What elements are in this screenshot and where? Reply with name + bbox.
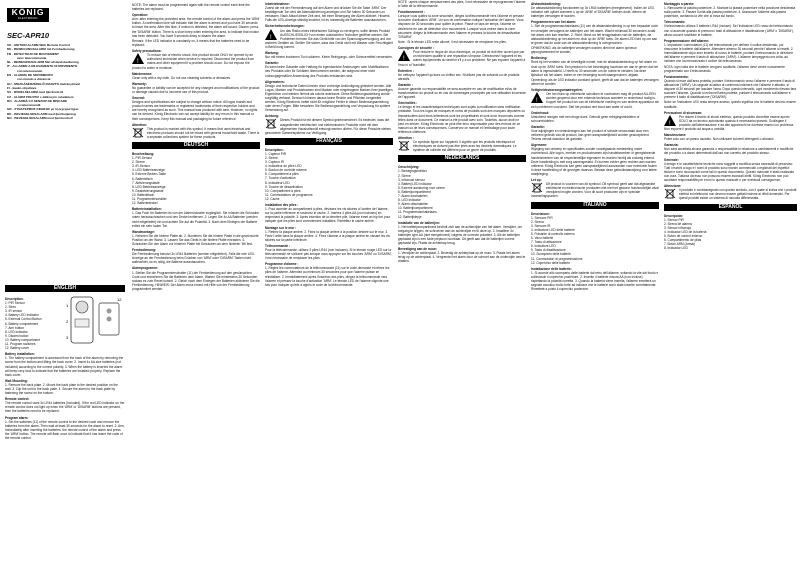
fr-operation-text: Lorsque vous quittez la zone sécurisée, dirigez la télécommande vers l'alarme et pressez la touche d'activation 'ARM'. Un son de confirmation indique l'activation de l'alarme. Vous disposez de 30 secondes pour quitter la pièce. Passé ce laps de temps, l'alarme se déclenche en cas de détection d'un mouvement. Lorsque vous entrez dans la zone sécurisée, dirigez la télécommande vers l'alarme et pressez la touche de désactivation 'DISARM'. xyxy=(398,14,524,39)
section-header-francais: FRANÇAIS xyxy=(265,138,393,145)
lang-line: CZ - ALARM POHYBU s dálkovým ovladačem xyxy=(7,94,74,99)
lang-line: FI - kauko-ohjattava xyxy=(7,85,37,90)
fr-consignes-body: Pour réduire le risque de choc électrique, ce produit ne doit être ouvert que par un technicien qualifié si une réparation s'impose. Débranchez l'appareil et les autres équipements du secteur s'il y a un problème. Ne pas exposer l'appareil à l'eau ni à l'humidité. xyxy=(398,50,526,67)
lang-line: con mando a distancia xyxy=(17,77,51,82)
nl-letop-text xyxy=(531,182,659,198)
attention-body: This product is marked with this symbol. It means that used electrical and electronic products should not be mixed with general household waste. There is a separate collections system for these products. xyxy=(147,126,260,139)
maintenance-text: Clean only with a dry cloth. Do not use cleaning solvents or abrasives. xyxy=(132,75,231,80)
nl-garantie-text: Voor wijzigingen en veranderingen aan het product of schade veroorzaakt door een verkeerd gebruik van dit product, kan geen aansprakelijkheid worden geaccepteerd. Tevens vervalt daardoor de garantie. xyxy=(531,129,650,142)
nl-remote-title: Afstandsbediening: xyxy=(531,2,561,6)
de-garantie-text: Es kann keine Garantie oder Haftung für irgendwelche Änderungen oder Modifikationen des Produkts oder für Schäden übernommen werden, die aufgrund einer nicht ordnungsgemäßen Anwendung des Produkts entstanden sind. xyxy=(265,65,389,78)
de-achtung-body: Dieses Produkt ist mit diesem Symbol gekennzeichnet. Es bedeutet, dass die ausgedienten elektrischen und elektronischen Produkte nicht mit dem allgemeinen Haushaltsmüll entsorgt werden dürfen. Für diese Produkte stehen gesonderte Sammelsysteme zur Verfügung. xyxy=(265,118,391,135)
de-safety-body: Um das Risiko eines elektrischen Schlags zu verringern, sollte dieses Produkt AUSSCHLIESSLICH von einem autorisierten Techniker geöffnet werden. Bei Problemen trennen Sie das Gerät bitte von der Spannungsversorgung und von anderen Geräten ab. Stellen Sie sicher, dass das Gerät nicht mit Wasser oder Feuchtigkeit in Berührung kommt. xyxy=(265,28,393,49)
svg-text:!: ! xyxy=(137,59,139,65)
fr-entretien-title: Entretien : xyxy=(398,68,414,73)
de-remote-text: Die Fernbedienung benutzt 3x LR44 Batterien (werden mitgeliefert). Falls die rote LED-Anzeige an der Fernbedienung beim Drücken von 'ARM' oder 'DISARM' Tasten nicht aufleuchtet, ist es nötig, die Batterie auszutauschen. xyxy=(132,252,255,265)
it-install-title: Installazione delle batterie: xyxy=(531,266,572,271)
lang-line: DE - BEWEGUNGSALARM mit Fernbedienung xyxy=(7,47,75,52)
nl-safety-body: Om het risico op elektrische schokken te voorkomen mag dit product ALLEEN worden geopend door een erkende technicus wanneer er onderhoud nodig is. Koppel het product los van de elektrische voeding en van andere apparatuur als zich problemen voordoen. Stel het product niet bloot aan water of vocht. xyxy=(531,92,659,109)
lang-line: UK - MOTION ALARM With Remote Control xyxy=(7,43,71,47)
nl-desc-item: 2. Sirene xyxy=(398,173,411,178)
en-remote-text: The remote control uses 3x LR44 batteries (included). If the red LED indicator on the remote control does not light up when the 'ARM' or 'DISARM' buttons are pressed, then the batteries need to be replaced. xyxy=(5,401,125,414)
it-desc-item: 3. Sensore IR xyxy=(531,223,551,228)
es-desc-item: 3. Sensor infrarrojo xyxy=(664,225,692,230)
en-desc-item: 12. Battery cover xyxy=(5,346,30,351)
nl-desc-item: 11. Programmaschakelaars xyxy=(398,210,437,215)
de-program-text: 1. Stellen Sie die Programmierschalter (11) der Fernbedienung auf den gewünschten Code und entnehmen Sie die Batterien dem Alarm. Warten Sie mindestens 30 Sekunden, sodass es zum Reset kommt. 2. Gleich nach dem Einlegen der Batterien aktivieren Sie die Fernbedienung. HINWEIS: Der Alarm muss erneut mit Hilfe von der Fernbedienung programmiert werden. xyxy=(132,270,260,291)
fr-desc-item: 5. Bouton de contrôle externe xyxy=(265,168,307,173)
en-remark: Remark: If the LED indicator is constantly on, it means that the batteries need to be replaced. xyxy=(132,38,250,48)
de-program-title: Alarmprogramm: xyxy=(132,266,158,271)
it-wall-title: Montaggio a parete: xyxy=(664,2,695,6)
en-note: NOTE: The alarm must be programmed again with the remote control each time the batteries are replaced. xyxy=(132,3,250,12)
fr-desc-item: 1. Capteur PIR xyxy=(265,151,287,156)
fr-entretien-text: Ne nettoyez l'appareil qu'avec un chiffon sec. N'utilisez pas de solvants ou de produits abrasifs. xyxy=(398,72,520,81)
column-2 xyxy=(132,0,260,578)
en-desc-item: 10. Battery compartment xyxy=(5,337,40,342)
fr-wall-title: Montage sur le mur : xyxy=(265,225,297,230)
nl-operation-text: Richt bij het verlaten van de beveiligde ruimte, met de afstandsbediening op het alarm en druk op de 'ARM' toets. Een pieptoon is het bevestiging hoorbaar om aan te geven dat het alarm is ingeschakeld. U heeft nu 30 seconden om de ruimte te verlaten. Na deze tijdsduur zal het alarm, indien er een beweging wordt waargenomen, afgaan. xyxy=(531,60,659,77)
fr-desc-item: 7. Touche d'activation xyxy=(265,176,296,181)
it-desc-item: 8. Indicatore LED xyxy=(531,244,556,249)
de-achtung-title: Achtung: xyxy=(265,114,279,119)
de-desc-item: 12. Batteriedeckel xyxy=(132,201,158,206)
nl-remark: Opmerking: als de LED indicator constant oplicht, geeft dit aan dat de batterijen vervangen dienen te worden. xyxy=(531,77,659,87)
it-program-title: Programmazione dell'allarme: xyxy=(664,38,710,43)
de-install-title: Batterieinstallation: xyxy=(132,207,162,212)
fr-wall-text: 1. Retirez la plaque arrière. 2. Fixez la plaque arrière à la position désirée sur le mur. 3. Fixez l'unité dans la plaque arrière. 4. Fixez l'alarme à la plaque arrière en vissant les vis situées sur la partie inférieure. xyxy=(265,229,390,242)
nl-letop-title: Let op: xyxy=(531,178,542,183)
de-operation-title: Inbetriebnahme: xyxy=(265,2,290,6)
it-manut-title: Manutenzione: xyxy=(664,133,687,138)
de-desc-title: Beschreibung: xyxy=(132,152,155,156)
es-desc-item: 7. Botón ARM (Armar) xyxy=(664,242,696,247)
nl-desc-title: Omschrijving: xyxy=(398,165,420,170)
es-desc-item: 8. Indicador LED xyxy=(664,246,688,251)
column-4 xyxy=(398,0,526,578)
de-wall-title: Wandmontage: xyxy=(132,229,155,234)
nl-desc-item: 12. Batterijklepje xyxy=(398,214,422,219)
nl-desc-item: 10. Batterijcompartiment xyxy=(398,206,433,211)
it-att-text xyxy=(664,188,797,200)
nl-desc-item: 7. Alarm inschakelen xyxy=(398,194,428,199)
svg-text:!: ! xyxy=(536,98,538,104)
es-desc-title: Descripción: xyxy=(664,213,684,218)
fr-generalites-title: Généralités : xyxy=(398,101,418,106)
en-desc-item: 5. External Control Button xyxy=(5,317,42,322)
lang-line: SV - RÖRELSELARM med fjärrkontroll xyxy=(7,90,64,95)
de-desc-item: 10. Batteriefach xyxy=(132,192,155,197)
de-desc-item: 4. LED Batterieanzeige xyxy=(132,168,165,173)
en-desc-item: 1. PIR Sensor xyxy=(5,301,25,306)
fr-attention-title: Attention : xyxy=(398,136,414,140)
safety-text xyxy=(132,53,260,69)
general-text: Designs and specifications are subject to change without notice. All logos brands and product names are trademarks or registered trademarks of their respective holders and are hereby recognized as such. This manual was produced with care. However, no rights can be derived. König Electronic can not accept liability for any errors in this manual or their consequences. Keep this manual and packaging for future reference. xyxy=(132,100,258,121)
en-desc-item: 7. Arm button xyxy=(5,325,24,330)
de-remote-title: Fernbedienung: xyxy=(132,248,157,253)
de-operation-text: Zuerst die mit der Fernbedienung auf den Alarm und drücken Sie die Taste 'ARM'. Der bestätigende Ton wird die Alarmaktivierung anzeigen und Sie haben 30 Sekunden zu verlassen. Nach Ablauf dieser Zeit wird, bei einer Bewegung der Alarm aktiviert. Hinweis: Falls die LED-Anzeige ständig leuchtet, ist es notwendig die Batterien auszutauschen. xyxy=(265,6,391,23)
it-desc-item: 7. Tasto di attivazione xyxy=(531,240,562,245)
en-desc-item: 3. IR sensor xyxy=(5,309,23,314)
en-desc-item: 8. LED indicator xyxy=(5,329,28,334)
it-desc-item: 11. Commutatori di programmazione xyxy=(531,256,583,261)
wheelie-bin-icon xyxy=(531,182,543,193)
es-desc-item: 4. Indicador LED de la batería xyxy=(664,229,707,234)
nl-wall-text: 1. Verwijder de achterplaat. 2. Bevestig de achterplaat op de muur. 3. Plaats het alarm terug op de achterplaat. 4. Vergrendel het alarm door de schroef aan de onderzijde vast te draaien. xyxy=(398,251,526,264)
it-wall-text: 1. Rimuovete la piastra posteriore. 2. Montate la piastra posteriore nella posizione desiderata sulla parete. 3. Fissare l'unità alla piastra posteriore. 4. Assicurare l'allarme alla piastra posteriore, avvitando la vite che si trova sul fondo. xyxy=(664,6,796,19)
de-desc-item: 3. IR-Sensor xyxy=(132,164,150,169)
warning-icon xyxy=(531,92,543,103)
en-install-title: Battery installation: xyxy=(5,352,35,357)
it-generale-title: Generale: xyxy=(664,157,679,162)
warning-icon xyxy=(265,29,277,40)
it-safety-title: Precauzioni di sicurezza: xyxy=(664,110,702,115)
fr-desc-item: 6. Compartiment à piles xyxy=(265,172,299,177)
it-desc-item: 12. Coperchio delle batterie xyxy=(531,260,570,265)
callout-12: 12 xyxy=(117,297,122,302)
general-title: General: xyxy=(132,96,145,101)
en-desc-item: 9. Disarm button xyxy=(5,333,29,338)
fr-install-text: 1. Pour accéder au compartiment à piles, dévissez les vis situées à l'arrière de l'alarme, sur la partie inférieure et soulevez le cache. 2. Insérez 4 piles AA (non incluses) en respectant la polarité. 3. Après insertion de la dernière pile, l'alarme émet un bip fort pour indiquer que les piles sont correctement installées. Remettez le cache arrière. xyxy=(265,207,391,224)
fr-desc-item: 3. Capteur IR xyxy=(265,160,284,165)
it-generale-text: Il design e le caratteristiche tecniche sono soggetti a modifica senza necessità di preavviso. Tutti i marchi a logo e i nomi di prodotto sono marchi commerciali o registrati dei rispettivi titolari e sono riconosciuti come tali in questo documento. Questo manuale è stato realizzato con cura. Tuttavia da esso non possono essere avanzati diritti. König Electronic non può accettare responsabilità per errori in questo manuale o per eventuali conseguenze. xyxy=(664,161,795,183)
warranty-text: No guarantee or liability can be accepted for any changes and modifications of the product or damage caused due to incorrect use of this product. xyxy=(132,85,260,94)
de-desc-item: 8. LED Betriebsanzeige xyxy=(132,184,166,189)
de-desc-item: 9. Deaktivierungstaste xyxy=(132,188,164,193)
de-wall-text: 1. Nehmen Sie die hintere Platte ab. 2. Montieren Sie die hintere Platte in die gewünschte Position an der Wand. 3. Lassen Sie das Gerät in die hintere Platte einrasten. 4. Schrauben Sie den Alarm zur hinteren Platte mit Schrauben an dem hinteren Teil fest. xyxy=(132,233,259,246)
it-desc-item: 9. Tasto di disattivazione xyxy=(531,248,566,253)
nl-install-text: 1. Het batterijcompartiment bevindt zich aan de achterzijde van het alarm. Verwijder, om toegang te krijgen, de schroeven aan de achterzijde en til deze op. 2. Installeer 4x batterijen type AA (niet meegeleverd) volgens de correcte polariteit. 3. Als de batterijen geplaatst zijn is een luide pieptoon hoorbaar. Dit geeft aan dat de batterijen correct geplaatst zijn. Plaats de achterkap terug. xyxy=(398,224,523,246)
lang-line: FR - DÉTECTEUR DE MOUVEMENT xyxy=(7,51,59,56)
de-desc-item: 2. Sirene xyxy=(132,160,145,165)
de-desc-item: 5. Externe Bedien-Taste xyxy=(132,172,167,177)
nl-desc-item: 4. Batterij LED Indicator xyxy=(398,181,432,186)
nl-algemeen-title: Algemeen: xyxy=(531,143,548,148)
section-header-espanol: ESPAÑOL xyxy=(664,204,797,211)
svg-text:!: ! xyxy=(669,120,671,126)
fr-generalites-text: Le design et les caractéristiques techniques sont sujets à modification sans notification préalable. Tous les logos de marques et noms de produits sont des marques déposées ou immatriculées dont leurs détenteurs sont les propriétaires et sont donc reconnues comme telles dans ce document. Ce manuel a été produit avec soin. Toutefois, aucun droit ne peut en dériver. König Electronic ne peut être tenu responsable pour des erreurs de ce manuel ou de leurs conséquences. Conservez ce manuel et l'emballage pour toute référence ultérieure. xyxy=(398,105,525,134)
column-3 xyxy=(265,0,393,578)
en-desc-title: Description: xyxy=(5,297,24,301)
it-desc-item: 6. Vano batterie xyxy=(531,236,554,241)
en-install-text: 1. The battery compartment is accessed from the back of the alarm by removing the screw from the bottom and lifting the back cover. 2. Insert 4x AA size batteries (not included) according to the correct polarity. 3. When the battery is inserted the alarm will beep very loud to indicate that the batteries are installed properly. Replace the back cover. xyxy=(5,356,124,377)
fr-consignes-title: Consignes de sécurité : xyxy=(398,46,434,51)
it-desc-item: 1. Sensore PIR xyxy=(531,215,553,220)
nl-desc-item: 6. Batterijcompartiment xyxy=(398,189,431,194)
fr-remote-text: Pour la télécommande, utilisez 3 piles LR44 (non incluses). Si le témoin rouge LED sur la télécommande ne s'allume pas lorsque vous appuyez sur les touches 'ARM' ou 'DISARM', il est nécessaire de remplacer les piles. xyxy=(265,247,393,261)
fr-attention-text xyxy=(398,140,526,152)
de-desc-item: 7. Aktivierungstaste xyxy=(132,180,160,185)
fr-desc-item: 9. Touche de désactivation xyxy=(265,184,303,189)
it-safety-body: Per ridurre il rischio di shock elettrico, questo prodotto dovrebbe essere aperto SOLO da un tecnico autorizzato quando è necessaria riparario. Scollegare il prodotto dall'alimentazione e da altri apparecchi se dovesse esserci un problema. Non esporre il prodotto ad acqua o umidità. xyxy=(664,114,794,131)
it-desc-item: 4. Indicatore LED delle batterie xyxy=(531,227,575,232)
nl-desc-item: 8. LED indicator xyxy=(398,198,421,203)
it-desc-title: Descrizione: xyxy=(531,211,550,216)
it-remote-title: Telecomando: xyxy=(664,20,686,25)
nl-wall-title: Bevestiging aan de muur: xyxy=(398,247,437,252)
lang-line: NL - BEWEGINGSALARM Met afstandsbediening xyxy=(7,60,79,65)
fr-note: NOTE : après chaque remplacement des piles, il est nécessaire de reprogrammer l'alarme à l'aide de la télécommande. xyxy=(398,0,526,9)
it-install-text: 1. Si accede allo scomparto delle batterie dal retro dell'allarme, svitando la vite dal fondo e sollevando il coperchio posteriore. 2. Inserite 4 batterie misura AA (non incluse) rispettando la polarità corretta. 3. Quando la batteria viene inserita, l'allarme emetterà un segnale acustico molto forte ad indicare che le batterie sono state inserite correttamente. Rimettete a posto il coperchio posteriore. xyxy=(531,270,659,292)
nl-letop-body: Dit product is voorzien van dit symbool. Dit symbool geeft aan dat afgedankte elektrische en elektronische producten niet met het gewone huishoudelijke afval verwijderd mogen worden. Voor dit soort producten zijn er speciale inzamelingspunten. xyxy=(531,182,659,199)
section-header-nederlands: NEDERLANDS xyxy=(398,155,526,162)
de-wartung-title: Wartung: xyxy=(265,51,279,56)
fr-desc-title: Description : xyxy=(265,147,285,152)
it-att-body: Il prodotto è contrassegnato con questo simbolo, con il quale si indica che i prodotti elettrici ed elettronici non devono essere gettati insieme ai rifiuti domestici. Per questi prodotti esiste un sistema di raccolta differenziata. xyxy=(679,188,797,201)
it-desc-item: 2. Sirena xyxy=(531,219,544,224)
de-desc-item: 11. Programmierschalter xyxy=(132,197,167,202)
en-operation-text: Arm: after entering the protected area, the remote control of the alarm and press the 'ARM' button. A confirmation tone will indicate that the alarm is armed and you have 30 seconds to leave the area. After this time, if motion is detected, the alarm will sound. Disarm: press the 'DISARM' button. There is a short beep when entering the area, to indicate that motion has been detected. You have 5 seconds delay to disarm the alarm. xyxy=(132,17,260,38)
fr-garantie-title: Garantie : xyxy=(398,82,413,87)
device-diagram xyxy=(65,295,123,347)
nl-note: OPMERKING: als de batterijen vervangen worden dient het alarm opnieuw geprogrammeerd te worden. xyxy=(531,46,637,55)
de-safety-text xyxy=(265,29,393,49)
lang-line: NO - BEVEGELSESALARM med fjernkontroll xyxy=(7,116,73,121)
callout-1: 1 xyxy=(66,303,69,308)
lang-line: IT - ALLARME A RILEVAMENTO DI MOVIMENTO xyxy=(7,64,78,69)
de-install-text: 1. Das Fach für Batterien ist von der Alarmrückseite zugänglich. Sie müssen die Schraube unten herausschrauben und den Deckel entfernen. 2. Legen Sie 4x AA Batterien (werden nicht mitgeliefert) ein und achten Sie auf die Polarität. 3. Nach dem Einlegen der Batterie ertönt ein sehr lauter Ton. xyxy=(132,211,260,228)
fr-operation-title: Fonctionnement : xyxy=(398,10,425,15)
fr-install-title: Installation des piles : xyxy=(265,203,299,208)
warning-icon xyxy=(664,115,676,126)
nl-desc-item: 5. Externe aansturing voor sirene xyxy=(398,185,445,190)
model-number: SEC-APR10 xyxy=(7,31,50,40)
de-desc-item: 6. Batteriefach xyxy=(132,176,153,181)
de-safety-title: Sicherheitsvorkehrungen: xyxy=(265,24,305,29)
wheelie-bin-icon xyxy=(265,118,277,129)
es-desc-item: 1. Sensor PIR xyxy=(664,217,684,222)
attention-text xyxy=(132,127,260,139)
nl-operation-title: Bediening: xyxy=(531,56,548,61)
brand-name: KÖNIG xyxy=(11,7,45,17)
it-operation-title: Funzionamento: xyxy=(664,74,689,79)
en-desc-item: 4. Battery LED Indicator xyxy=(5,313,39,318)
fr-attention-body: Ce symbole figure sur l'appareil. Il signifie que les produits électriques et électroniques ne doivent pas être jetés avec les déchets domestiques. Le système de collecte est différent pour ce genre de produits. xyxy=(413,140,517,153)
warranty-title: Warranty: xyxy=(132,81,147,86)
it-garanzia-title: Garanzia: xyxy=(664,143,679,148)
attention-title: Attention: xyxy=(132,122,148,127)
column-english xyxy=(5,0,127,578)
fr-desc-item: 10. Compartiment à piles xyxy=(265,188,301,193)
svg-text:!: ! xyxy=(270,34,272,40)
nl-garantie-title: Garantie: xyxy=(531,124,545,129)
en-program-title: Program alarm: xyxy=(5,415,29,420)
lang-line: avec télécommande xyxy=(17,55,47,60)
lang-line: RO - ALARMĂ CU SENZOR DE MIŞCARE xyxy=(7,98,68,103)
nl-algemeen-text: Wijziging van ontwerp en specificaties zonder voorafgaande mededeling onder voorbehoud. Alle logo's, merken en productnamen zijn handelsmerken of geregistreerde handelsmerken van de respectievelijke eigenaren en worden hierbij als zodanig erkend. Deze handleiding is met zorg samengesteld. Er kunnen echter geen rechten aan worden ontleend. König Electronic kan geen aansprakelijkheid aanvaarden voor eventuele fouten in deze handleiding of de gevolgen daarvan. Bewaar deze gebruiksaanwijzing voor latere raadpleging. xyxy=(531,147,657,176)
de-desc-item: 1. PIR-Sensor xyxy=(132,156,153,161)
en-desc-item: 2. Siren xyxy=(5,305,16,310)
nl-onderhoud-text: Uitsluitend reinigen met een droge doek. Gebruik geen reinigingsmiddelen of schuurmiddelen. xyxy=(531,114,640,123)
es-desc-item: 5. Botón de control externo xyxy=(664,233,703,238)
it-remark: Nota: se l'indicatore LED resta sempre acceso, questo significa che le batterie devono essere sostituite. xyxy=(664,100,796,109)
nl-install-title: Installatie van de batterijen: xyxy=(398,220,440,225)
fr-garantie-text: Aucune garantie ou responsabilité ne sera acceptée en cas de modification et/ou de transformation du produit ou en cas de dommages provoqués par une utilisation incorrecte de l'appareil. xyxy=(398,86,526,100)
en-operation-title: Operation: xyxy=(132,13,149,18)
nl-remote-text: De afstandsbediening functioneert op 3x LR44 batterijen (meegeleverd). Indien de LED indicator niet oplicht wanneer u op de 'ARM' of 'DISARM' toetsen drukt, dienen de batterijen vervangen te worden. xyxy=(531,6,654,19)
en-wall-title: Wall Mounting: xyxy=(5,378,28,383)
section-header-italiano: ITALIANO xyxy=(531,202,659,209)
nl-program-title: Programmeren van het alarm: xyxy=(531,20,577,25)
konig-logo xyxy=(7,8,49,22)
nl-desc-item: 1. Bewegingsmelder xyxy=(398,169,427,174)
de-allg-text: Design und technische Daten können ohne vorherige Ankündigung geändert werden. Alle Logos, Marken und Produktnamen sind Marken oder eingetragene Marken ihrer jeweiligen Eigentümer und werden hiermit als solche anerkannt. Diese Bedienungsanleitung wurde sorgfältig verfasst. Dennoch können daraus keine Rechte und Pflichten hergeleitet werden. König Electronic haftet nicht für mögliche Fehler in dieser Bedienungsanleitung oder deren Folgen. Bitte bewahren Sie Bedienungsanleitung und Verpackung für spätere Verwendung auf. xyxy=(265,83,393,113)
warning-icon xyxy=(132,53,144,64)
safety-body: To reduce risk of electric shock, this product should ONLY be opened by an authorized technician when service is required. Disconnect the product from mains and other equipment if a problem should occur. Do not expose the product to water or moisture. xyxy=(132,53,255,70)
nl-program-text: 1. Stel de programmaschakelaars (11) van de afstandsbediening in op een bepaalde code en verwijder vervolgens de batterijen van het alarm. Wacht minimaal 30 seconden zodat het alarm zich kan resetten. 2. Richt, direct na het terugplaatsen van de batterijen, de afstandsbediening op het alarm en druk op de 'ARM' toets. De alarm LED licht op om aan te geven dat de code van de afstandsbediening is overgenomen. xyxy=(531,24,658,45)
it-manut-text: Pulire solo con un panno asciutto. Non utilizzare solventi detergenti o abrasivi. xyxy=(664,137,775,142)
nl-safety-text xyxy=(531,92,659,108)
fr-desc-item: 12. Cache xyxy=(265,196,280,201)
maintenance-title: Maintenance: xyxy=(132,71,153,76)
column-5 xyxy=(531,0,659,578)
svg-text:!: ! xyxy=(403,56,405,62)
it-safety-text xyxy=(664,115,797,131)
fr-desc-item: 4. Indicateur de piles LED xyxy=(265,164,302,169)
en-desc-item: 6. Battery compartment xyxy=(5,321,39,326)
it-garanzia-text: Non sarà accettata alcuna garanzia o responsabilità in relazione a cambiamenti e modifiche del prodotto o a danni determinati dall'uso non corretto del prodotto stesso. xyxy=(664,147,794,156)
section-header-deutsch: DEUTSCH xyxy=(132,142,260,149)
language-list xyxy=(7,43,127,120)
en-program-text: 1. Set the switches (11) of the remote control to the desired code and remove the batteries from the alarm. Then wait at least 30 seconds for the alarm to reset. 2. Arm, immediately after inserting the batteries, the remote control of the alarm and press the 'ARM' button. The remote will flash once to indicate that it has learnt the code of the remote control. xyxy=(5,419,125,440)
en-wall-text: 1. Remove the back plate. 2. Mount the back plate to the desired position on the wall. 3. Clip the unit to the back plate. 4. Secure the alarm to the back plate by fastening the screw on the bottom. xyxy=(5,382,118,396)
es-desc-item: 6. Compartimento de pilas xyxy=(664,238,702,243)
wheelie-bin-icon xyxy=(398,140,410,151)
callout-3: 3 xyxy=(66,335,69,340)
fr-remote-title: Télécommande : xyxy=(265,243,291,248)
fr-consignes-text xyxy=(398,50,526,66)
fr-desc-item: 2. Sirène xyxy=(265,156,278,160)
brand-sub: ELECTRONIC xyxy=(18,17,38,20)
it-att-title: Attenzione: xyxy=(664,184,682,189)
fr-desc-item: 8. Indicateur LED xyxy=(265,180,290,185)
wheelie-bin-icon xyxy=(664,188,676,199)
callout-2: 2 xyxy=(66,319,69,324)
de-garantie-title: Garantie: xyxy=(265,61,279,66)
lang-line: GR - ΣΥΝΑΓΕΡΜΟΣ ΚΙΝΗΣΗΣ με τηλεχειριστήριο xyxy=(7,107,79,112)
fr-program-text: 1. Réglez les commutateurs de la télécommande (11) sur le code demandé et retirez les piles de l'alarme. Attendez au minimum 30 secondes pour que l'alarme puisse se réinitialiser. 2. Immédiatement après l'insertion des piles, dirigez la télécommande vers l'alarme et pressez la touche d'activation 'ARM'. Le témoin LED de l'alarme clignote une fois pour indiquer qu'elle a appris le code de la télécommande. xyxy=(265,266,390,287)
lang-line: con telecomando xyxy=(17,68,43,73)
lang-line: ES - ALARMA DE MOVIMIENTO xyxy=(7,73,53,78)
nl-safety-title: Veiligheidsvoorzorgsmaatregelen: xyxy=(531,88,583,93)
fr-remarque: Note : Si le témoin LED reste allumé, il est nécessaire de remplacer les piles. xyxy=(398,40,507,45)
wheelie-bin-icon xyxy=(132,127,144,138)
safety-title: Safety precautions: xyxy=(132,49,162,54)
it-program-text: 1. Impostare i commutatori (11) del telecomando per definire il codice desiderato, poi rimuovere le batterie dall'allarme. Attendere almeno 30 secondi perché l'allarme si resetti. 2. Immediatamente dopo aver inserito di nuovo le batterie, puntare il telecomando in direzione dell'allarme e premere il tasto di attivazione ('ARM'). L'allarme lampeggerà una volta, ad indicare che ha memorizzato il codice del telecomando. xyxy=(664,42,794,64)
nl-onderhoud-title: Onderhoud: xyxy=(531,110,550,115)
es-desc-item: 2. Sirena de alarma xyxy=(664,221,692,226)
it-desc-item: 5. Pulsante di controllo esterno xyxy=(531,231,575,236)
section-header-english: ENGLISH xyxy=(5,285,125,292)
lang-line: DK - BEVÆGELSESALARM med fjernbetjening xyxy=(7,111,76,116)
warning-icon xyxy=(398,50,410,61)
nl-desc-item: 3. Infrarood sensor xyxy=(398,177,425,182)
lang-line: HU - MOZGÁSÉRZÉKELŐ RIASZTÓ távirányítóval xyxy=(7,81,80,86)
column-6 xyxy=(664,0,797,578)
en-remote-title: Remote control: xyxy=(5,397,30,402)
lang-line: cu telecomandă xyxy=(17,103,41,108)
it-operation-text: Quando si esce dall'area protetta, puntare il telecomando verso l'allarme e premere il tasto di attivazione ('ARM'). Un segnale acustico di conferma indicherà che l'allarme è attivato, si dispone di 30 secondi per lasciare l'area. Dopo questo intervallo, ogni movimento rilevato farà suonare l'allarme. Quando si entra nell'area protetta, puntare il telecomando sull'allarme e premere il tasto di disattivazione ('DISARM'). xyxy=(664,78,797,100)
it-remote-text: Il telecomando utilizza 3 batterie LR44 (incluse). Se l'indicatore LED rosso del telecomando non si accende quando si premono i tasti di attivazione e disattivazione ('ARM' o 'DISARM'), allora occorre sostituire le batterie. xyxy=(664,24,794,37)
it-desc-item: 10. Scomparto delle batterie xyxy=(531,252,571,257)
nl-desc-item: 9. Alarm uitschakelen xyxy=(398,202,429,207)
de-allg-title: Allgemeines: xyxy=(265,79,285,84)
de-wartung-text: Nur mit einem trockenen Tuch säubern. Keine Reinigungs- oder Scheuermittel verwenden. xyxy=(265,55,393,60)
it-note: NOTA: ogni volta che le batterie vengono sostituite, l'allarme deve venire nuovamente programmato con il telecomando. xyxy=(664,64,785,73)
fr-desc-item: 11. Commutateurs de programme xyxy=(265,192,313,197)
fr-program-title: Programme d'alarme : xyxy=(265,262,299,267)
de-achtung-text xyxy=(265,118,393,134)
en-desc-item: 11. Program switches xyxy=(5,342,36,347)
